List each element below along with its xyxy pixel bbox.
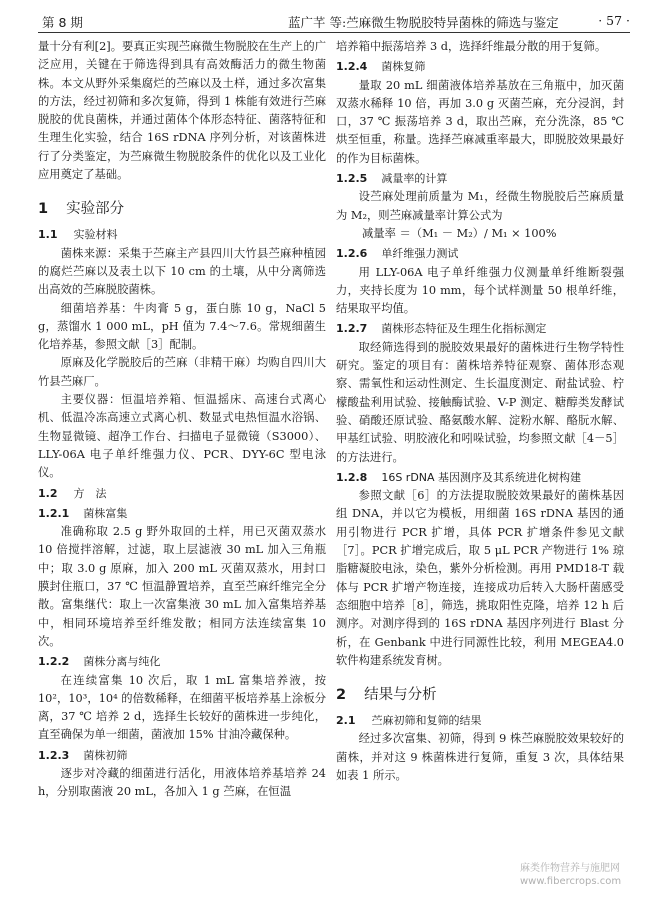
paragraph-results: 经过多次富集、初筛，得到 9 株苎麻脱胶效果较好的菌株，并对这 9 株菌株进行复筛，重复 3 次，具体结果如表 1 所示。 <box>336 732 624 782</box>
subsubsection-heading: 1.2.5 减量率的计算 <box>336 172 448 186</box>
section-heading: 2 结果与分析 <box>336 687 437 704</box>
subsubsection-heading: 1.2.4 菌株复筛 <box>336 60 426 74</box>
section-heading: 1 实验部分 <box>38 201 125 218</box>
formula: 减量率 ＝（M₁ － M₂）/ M₁ × 100% <box>362 226 557 240</box>
running-title: 蓝广芊 等:苎麻微生物脱胶特异菌株的筛选与鉴定 <box>288 15 559 30</box>
intro-paragraph: 量十分有利[2]。要真正实现苎麻微生物脱胶在生产上的广泛应用，关键在于筛选得到具有高效酶活力的微生物菌株。本文从野外采集腐烂的苎麻以及土样，通过多次富集的方法，经过初筛和多次复筛，得到 1 株能有效进行苎麻脱胶的优良菌株，并通过菌体个体形态特征、菌落特征和生理生化实验，结合 16S rDNA 序列分析，对该菌株进行了分类鉴定，为苎麻微生物脱胶条件的优化以及工业化应用奠定了基础。 <box>38 40 326 182</box>
paragraph-16s-rdna: 参照文献［6］的方法提取脱胶效果最好的菌株基因组 DNA，并以它为模板，用细菌 16S rDNA 基因的通用引物进行 PCR 扩增，具体 PCR 扩增条件参见文献［7］。PCR 扩增完成后，取 5 μL PCR 产物进行 1% 琼脂糖凝胶电泳，染色，紫外分析检测。再用 PMD18-T 载体与 PCR 扩增产物连接，连接成功后转入大肠杆菌感受态细胞中培养［8］，筛选，挑取阳性克隆，培养 12 h 后测序。对测序得到的 16S rDNA 基因序列进行 Blast 分析，在 Genbank 中进行同源性比较，利用 MEGEA4.0 软件构建系统发育树。 <box>336 489 624 667</box>
paragraph-fiber-strength: 用 LLY-06A 电子单纤维强力仪测量单纤维断裂强力，夹持长度为 10 mm，每个试样测量 50 根单纤维，结果取平均值。 <box>336 265 624 316</box>
subsection-heading: 1.1 实验材料 <box>38 228 118 242</box>
watermark-line: www.fibercrops.com <box>520 876 622 887</box>
running-header <box>38 6 630 33</box>
paragraph-weight-loss: 设苎麻处理前质量为 M₁，经微生物脱胶后苎麻质量为 M₂，则苎麻减量率计算公式为 <box>336 190 624 222</box>
paragraph-ramie: 原麻及化学脱胶后的苎麻（非精干麻）均购自四川大竹县苎麻厂。 <box>38 356 326 388</box>
subsubsection-heading: 1.2.3 菌株初筛 <box>38 748 128 762</box>
paragraph-isolation: 在连续富集 10 次后，取 1 mL 富集培养液，按 10²，10³，10⁴ 的倍数稀释，在细菌平板培养基上涂板分离，37 ℃ 培养 2 d，选择生长较好的菌株进一步纯化，直至确保为单一细菌，菌液加 15% 甘油冷藏保种。 <box>38 673 326 742</box>
subsubsection-heading: 1.2.6 单纤维强力测试 <box>336 247 459 261</box>
left-column <box>38 38 326 802</box>
subsubsection-heading: 1.2.1 菌株富集 <box>38 506 128 520</box>
subsection-heading: 2.1 苎麻初筛和复筛的结果 <box>336 714 482 728</box>
subsubsection-heading: 1.2.8 16S rDNA 基因测序及其系统进化树构建 <box>336 470 582 484</box>
watermark-line: 麻类作物营养与施肥网 <box>520 863 620 874</box>
paragraph-strain-source: 菌株来源：采集于苎麻主产县四川大竹县苎麻种植园的腐烂苎麻以及表土以下 10 cm 的土壤，从中分离筛选出高效的苎麻脱胶菌株。 <box>38 246 326 297</box>
paragraph-instruments: 主要仪器：恒温培养箱、恒温摇床、高速台式离心机、低温冷冻高速立式离心机、数显式电热恒温水浴锅、生物显微镜、超净工作台、扫描电子显微镜（S3000）、LLY-06A 电子单纤维强力仪、PCR、DYY-6C 型电泳仪。 <box>38 393 326 480</box>
page-number: · 57 · <box>598 13 630 28</box>
paragraph-morphology: 取经筛选得到的脱胶效果最好的菌株进行生物学特性研究。鉴定的项目有：菌株培养特征观察、菌体形态观察、需氧性和运动性测定、生长温度测定、耐盐试验、柠檬酸盐利用试验、接触酶试验、V-P 测定、糖醇类发酵试验、硝酸还原试验、酪氨酸水解、淀粉水解、酪朊水解、甲基红试验、明胶液化和吲哚试验，均参照文献［4－5］的方法进行。 <box>336 340 624 464</box>
subsubsection-heading: 1.2.7 菌株形态特征及生理生化指标测定 <box>336 322 547 336</box>
paragraph-primary-screening-cont: 培养箱中振荡培养 3 d，选择纤维最分散的用于复筛。 <box>336 40 607 53</box>
watermark <box>520 862 650 888</box>
issue-number: 第 8 期 <box>42 15 83 30</box>
right-column <box>336 38 624 785</box>
paragraph-medium: 细菌培养基：牛肉膏 5 g，蛋白胨 10 g，NaCl 5 g，蒸馏水 1 000 mL，pH 值为 7.4～7.6。常规细菌生化培养基，参照文献［3］配制。 <box>38 301 326 352</box>
subsubsection-heading: 1.2.2 菌株分离与纯化 <box>38 655 161 669</box>
paragraph-enrichment: 准确称取 2.5 g 野外取回的土样，用已灭菌双蒸水 10 倍搅拌溶解，过滤，取上层滤液 30 mL 加入三角瓶中；取 3.0 g 原麻，加入 200 mL 灭菌双蒸水，用封口膜封住瓶口，37 ℃ 恒温静置培养，直至苎麻纤维完全分散。富集继代：取上一次富集液 30 mL 加入富集培养基中，相同环境培养至纤维发散；相同方法连续富集 10 次。 <box>38 525 326 648</box>
paragraph-primary-screening: 逐步对冷藏的细菌进行活化，用液体培养基培养 24 h，分别取菌液 20 mL，各加入 1 g 苎麻，在恒温 <box>38 766 326 799</box>
subsection-heading: 1.2 方 法 <box>38 486 107 500</box>
paragraph-rescreening: 量取 20 mL 细菌液体培养基放在三角瓶中，加灭菌双蒸水稀释 10 倍，再加 3.0 g 灭菌苎麻，充分浸润，封口，37 ℃ 振荡培养 3 d，取出苎麻，充分洗涤，85 ℃ 烘至恒重，称量。选择苎麻减重率最大，即脱胶效果最好的作为目标菌株。 <box>336 78 624 165</box>
